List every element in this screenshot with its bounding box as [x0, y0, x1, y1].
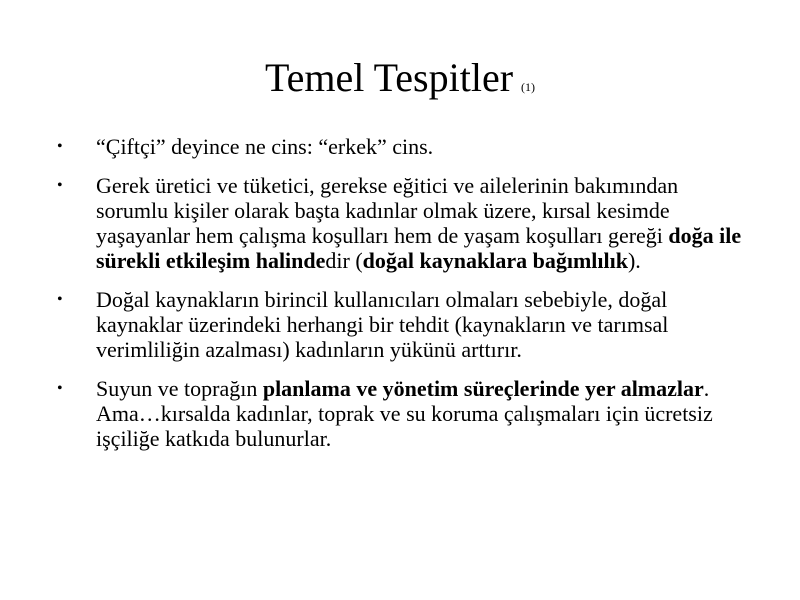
slide-title [0, 52, 800, 113]
bullet-emphasis-run: doğal kaynaklara bağımlılık [362, 248, 628, 273]
bullet-item [57, 173, 752, 273]
bullet-item [57, 287, 752, 362]
bullet-emphasis-run: doğa ile sürekli etkileşim halinde [96, 223, 742, 273]
bullet-text-run: Doğal kaynakların birincil kullanıcıları olmaları sebebiyle, doğal kaynaklar üzerindeki herhangi bir tehdit (kaynakların ve tarımsal verimliliğin azalması) kadınların yükünü arttırır. [96, 287, 669, 362]
bullet-icon: • [57, 291, 63, 308]
bullet-text-run: “Çiftçi” deyince ne cins: “erkek” cins. [96, 134, 434, 159]
bullet-emphasis-run: planlama ve yönetim süreçlerinde yer almazlar [262, 376, 704, 401]
slide-title-text: Temel Tespitler [264, 55, 514, 100]
bullet-text-run: Gerek üretici ve tüketici, gerekse eğitici ve ailelerinin bakımından sorumlu kişiler olarak başta kadınlar olmak üzere, kırsal kesimde yaşayanlar hem çalışma koşulları hem de yaşam koşulları gereği [96, 173, 679, 248]
bullet-text-run: dir ( [325, 248, 363, 273]
bullet-text-run: ). [627, 248, 641, 273]
bullet-icon: • [57, 177, 63, 194]
bullet-item [57, 134, 752, 159]
bullet-text-run: . Ama…kırsalda kadınlar, toprak ve su koruma çalışmaları için ücretsiz işçiliğe katkıda bulunurlar. [96, 376, 713, 451]
slide-title-number: (1) [521, 80, 536, 94]
bullet-icon: • [57, 380, 63, 397]
bullet-item [57, 376, 752, 451]
bullet-list [57, 134, 752, 465]
bullet-icon: • [57, 138, 63, 155]
bullet-text-run: Suyun ve toprağın [96, 376, 263, 401]
